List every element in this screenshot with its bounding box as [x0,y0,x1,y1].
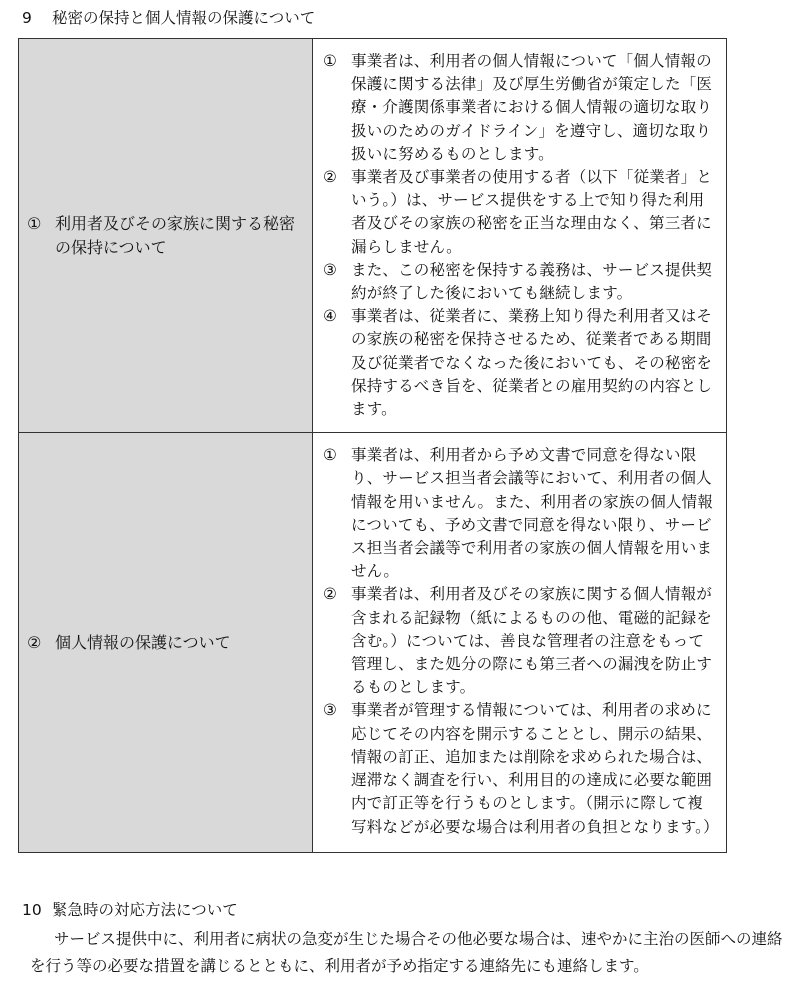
item-marker: ① [323,446,337,465]
row-label-text: 利用者及びその家族に関する秘密の保持について [55,213,296,257]
item-text: 事業者は、利用者の個人情報について「個人情報の保護に関する法律」及び厚生労働省が策定した「医療・介護関係事業者における個人情報の適切な取り扱いのためのガイドライン」を遵守し、適切な取り扱いに努めるものとします。 [351,52,713,163]
section-9-table [18,38,727,853]
row-content-cell [313,433,727,853]
item-text: 事業者は、利用者及びその家族に関する個人情報が含まれる記録物（紙によるものの他、電磁的記録を含む。）については、善良な管理者の注意をもって管理し、また処分の際にも第三者への漏洩を防止するものとします。 [351,585,713,697]
row-label-marker: ② [27,632,42,652]
list-item [323,444,716,583]
row-label-cell [19,433,313,853]
row-label-text: 個人情報の保護について [55,632,231,652]
row-label-marker: ① [27,213,42,233]
list-item [323,699,719,838]
row-content-cell [313,39,727,433]
item-text: また、この秘密を保持する義務は、サービス提供契約が終了した後においても継続します。 [351,260,713,303]
item-marker: ① [323,52,337,70]
list-item [323,583,716,699]
item-marker: ② [323,585,337,604]
item-text: 事業者は、従業者に、業務上知り得た利用者又はその家族の秘密を保持させるため、従業者である期間及び従業者でなくなった後においても、その秘密を保持するべき旨を、従業者との雇用契約の内容とします。 [351,307,713,419]
item-text: 事業者及び事業者の使用する者（以下「従業者」という。）は、サービス提供をする上で知り得た利用者及びその家族の秘密を正当な理由なく、第三者に漏らしません。 [351,168,713,256]
section-9-number: 9 [22,9,32,27]
section-10-number: 10 [22,901,42,919]
section-10-body: サービス提供中に、利用者に病状の急変が生じた場合その他必要な場合は、速やかに主治の医師への連絡を行う等の必要な措置を講じるとともに、利用者が予め指定する連絡先にも連絡します。 [30,930,783,975]
item-marker: ④ [323,307,337,326]
section-10-heading [22,898,238,922]
item-marker: ③ [323,260,337,279]
section-9-title: 秘密の保持と個人情報の保護について [52,9,316,27]
item-text: 事業者が管理する情報については、利用者の求めに応じてその内容を開示することとし、開示の結果、情報の訂正、追加または削除を求められた場合は、遅滞なく調査を行い、利用目的の達成に必要な範囲内で訂正等を行うものとします。（開示に際して複写料などが必要な場合は利用者の負担となります。） [351,701,719,836]
item-marker: ② [323,168,337,187]
item-marker: ③ [323,701,337,720]
list-item [323,259,716,305]
table-row-privacy [19,433,727,853]
section-9-heading [22,6,315,30]
row-label-cell [19,39,313,433]
section-10-title: 緊急時の対応方法について [52,901,238,919]
list-item [323,305,716,421]
item-text: 事業者は、利用者から予め文書で同意を得ない限り、サービス担当者会議等において、利用者の個人情報を用いません。また、利用者の家族の個人情報についても、予め文書で同意を得ない限り、サービス担当者会議等で利用者の家族の個人情報を用いません。 [351,446,714,581]
list-item [323,166,716,259]
list-item [323,50,716,166]
table-row-confidentiality [19,39,727,433]
